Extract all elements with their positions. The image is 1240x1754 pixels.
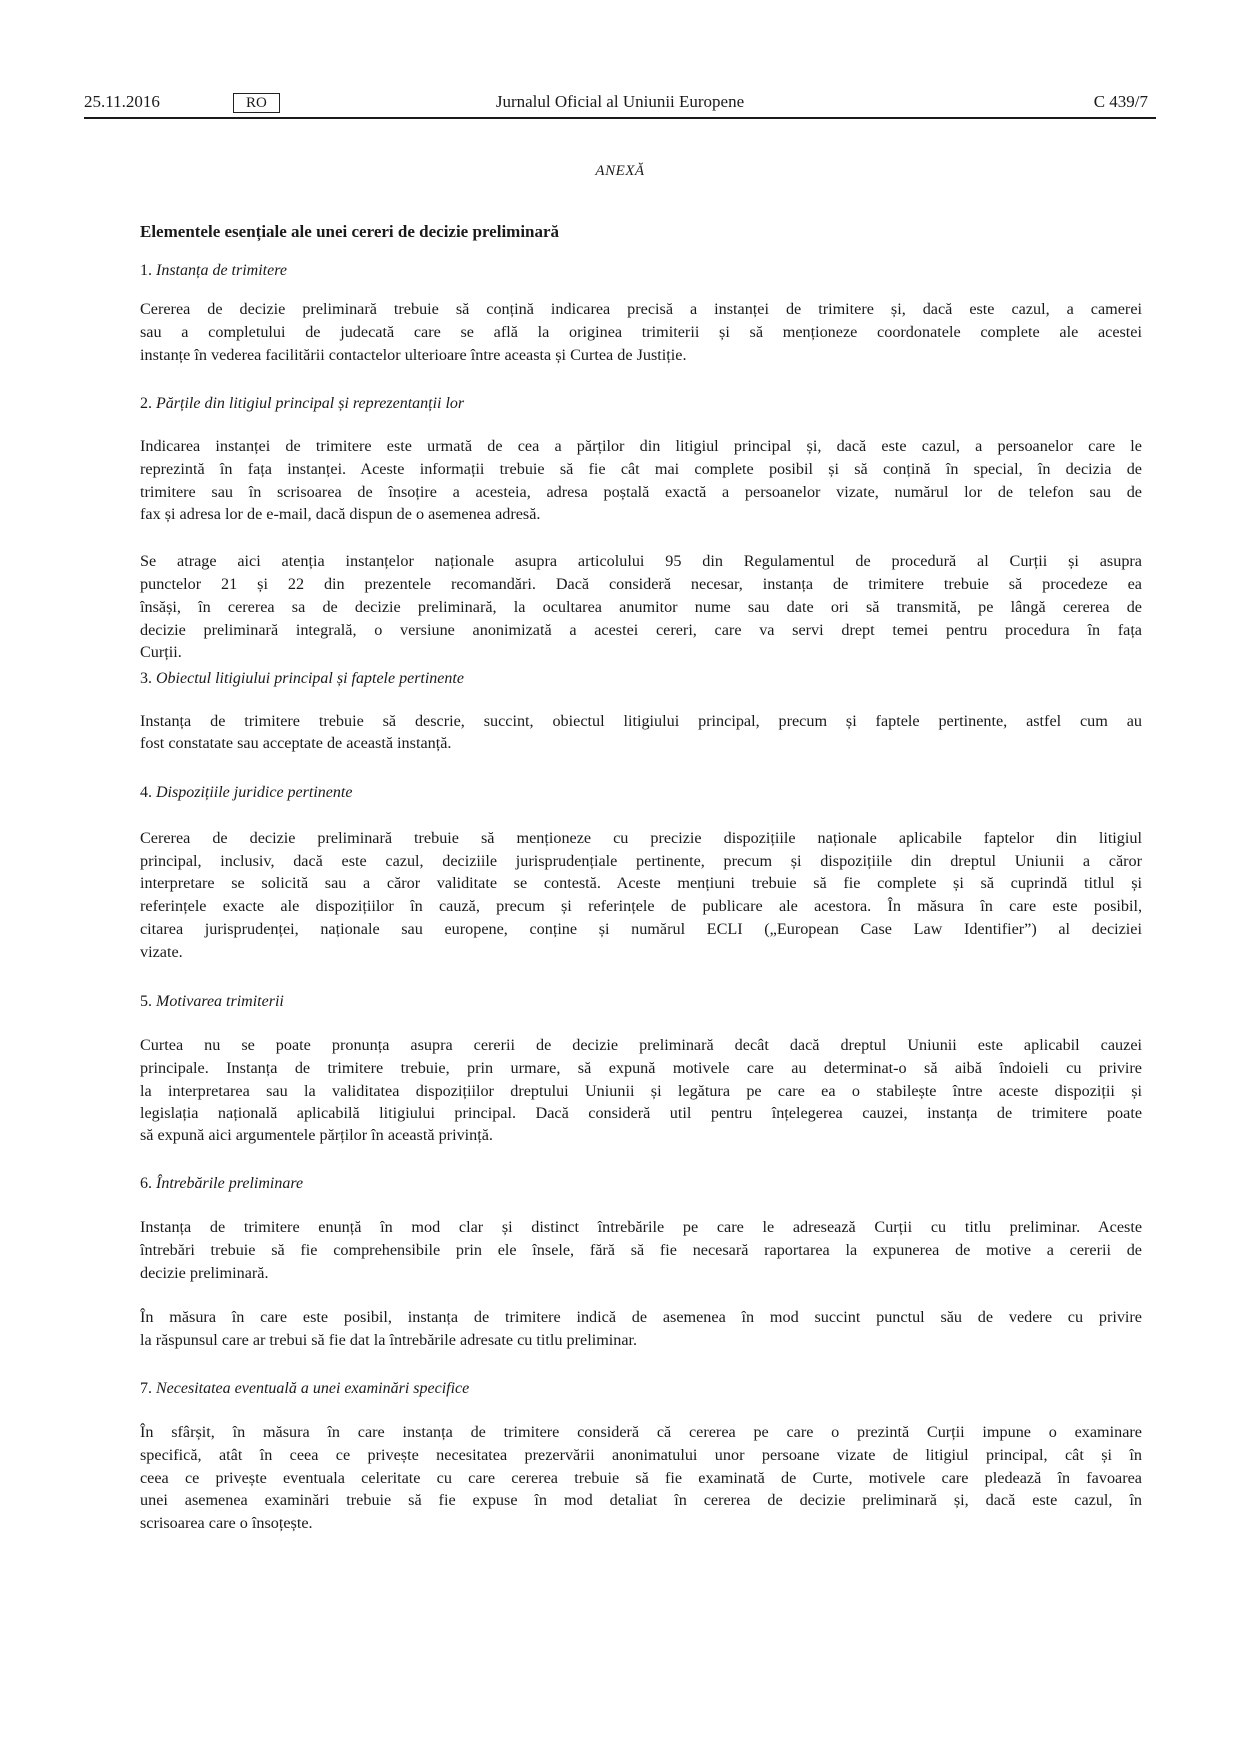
paragraph-line: Instanța de trimitere trebuie să descrie, succint, obiectul litigiului principal, precum și faptele pertinente, astfel cum au xyxy=(140,712,1142,730)
paragraph-line: fost constatate sau acceptate de această instanță. xyxy=(140,734,452,752)
document-title: Elementele esențiale ale unei cereri de decizie preliminară xyxy=(140,222,560,241)
paragraph-line: instanțe în vederea facilitării contactelor ulterioare între aceasta și Curtea de Justiție. xyxy=(140,346,687,364)
paragraph-line: interpretare se solicită sau a căror validitate se contestă. Aceste mențiuni trebuie să fie complete și să cuprindă titlul și xyxy=(140,874,1142,892)
section-heading-text: Întrebările preliminare xyxy=(156,1175,304,1192)
paragraph-line: În sfârșit, în măsura în care instanța de trimitere consideră că cererea pe care o prezintă Curții impune o examinare xyxy=(140,1423,1142,1441)
section-number: 5. xyxy=(140,993,152,1010)
paragraph-line: Curții. xyxy=(140,643,182,661)
annex-label: ANEXĂ xyxy=(595,163,645,179)
paragraph-line: principale. Instanța de trimitere trebuie, prin urmare, să expună motivele care au determinat-o să aibă îndoieli cu privire xyxy=(140,1059,1142,1077)
paragraph-line: trimitere sau în scrisoarea de însoțire a acesteia, adresa poștală exactă a persoanelor vizate, numărul lor de telefon sau de xyxy=(140,483,1142,501)
section-number: 6. xyxy=(140,1175,152,1192)
section-heading-text: Necesitatea eventuală a unei examinări specifice xyxy=(156,1380,470,1397)
paragraph-line: ceea ce privește eventuala celeritate cu care cererea trebuie să fie examinată de Curte, motivele care pledează în favoarea xyxy=(140,1469,1142,1487)
paragraph-line: referințele exacte ale dispozițiilor în cauză, precum și referințele de publicare ale acestora. În măsura în care este posibil, xyxy=(140,897,1142,915)
section-heading xyxy=(140,1380,469,1398)
section-heading xyxy=(140,395,464,413)
section-heading-text: Instanța de trimitere xyxy=(156,262,287,279)
section-number: 2. xyxy=(140,395,152,412)
section-number: 7. xyxy=(140,1380,152,1397)
paragraph-line: să expună aici argumentele părților în această privință. xyxy=(140,1126,493,1144)
page-reference: C 439/7 xyxy=(1093,92,1148,111)
section-number: 1. xyxy=(140,262,152,279)
paragraph-line: principal, inclusiv, dacă este cazul, deciziile jurisprudențiale pertinente, precum și dispozițiile din dreptul Uniunii a căror xyxy=(140,852,1142,870)
paragraph-line: Se atrage aici atenția instanțelor naționale asupra articolului 95 din Regulamentul de procedură al Curții și asupra xyxy=(140,552,1142,570)
paragraph-line: Indicarea instanței de trimitere este urmată de cea a părților din litigiul principal și, dacă este cazul, a persoanelor care le xyxy=(140,437,1142,455)
section-heading-text: Motivarea trimiterii xyxy=(156,993,284,1010)
publication-date: 25.11.2016 xyxy=(84,92,160,111)
paragraph-line: decizie preliminară integrală, o versiune anonimizată a acestei cereri, care va servi drept temei pentru procedura în fața xyxy=(140,621,1142,639)
paragraph-line: specifică, atât în ceea ce privește necesitatea prezervării anonimatului unor persoane vizate de litigiul principal, cât și în xyxy=(140,1446,1142,1464)
paragraph-line: întrebări trebuie să fie comprehensibile prin ele însele, fără să fie necesară raportarea la expunerea de motive a cererii de xyxy=(140,1241,1142,1259)
paragraph-line: la răspunsul care ar trebui să fie dat la întrebările adresate cu titlu preliminar. xyxy=(140,1331,638,1349)
paragraph-line: citarea jurisprudenței, naționale sau europene, conține și numărul ECLI („European Case Law Identifier”) al deciziei xyxy=(140,920,1142,938)
section-heading xyxy=(140,1175,303,1193)
paragraph-line: Cererea de decizie preliminară trebuie să conțină indicarea precisă a instanței de trimitere și, dacă este cazul, a camerei xyxy=(140,300,1142,318)
paragraph-line: decizie preliminară. xyxy=(140,1264,269,1282)
paragraph-line: unei asemenea examinări trebuie să fie expuse în mod detaliat în cererea de decizie preliminară și, dacă este cazul, în xyxy=(140,1491,1142,1509)
paragraph-line: vizate. xyxy=(140,943,183,961)
paragraph-line: Curtea nu se poate pronunța asupra cererii de decizie preliminară decât dacă dreptul Uniunii este aplicabil cauzei xyxy=(140,1036,1142,1054)
section-heading xyxy=(140,262,287,280)
section-heading xyxy=(140,670,464,688)
paragraph-line: legislația națională aplicabilă litigiului principal. Dacă consideră util pentru înțelegerea cauzei, instanța de trimitere poate xyxy=(140,1104,1142,1122)
section-heading xyxy=(140,784,352,802)
section-number: 3. xyxy=(140,670,152,687)
paragraph-line: fax și adresa lor de e-mail, dacă dispun de o asemenea adresă. xyxy=(140,505,541,523)
paragraph-line: Instanța de trimitere enunță în mod clar și distinct întrebările pe care le adresează Curții cu titlu preliminar. Aceste xyxy=(140,1218,1142,1236)
paragraph-line: punctelor 21 și 22 din prezentele recomandări. Dacă consideră necesar, instanța de trimitere trebuie să procedeze ea xyxy=(140,575,1142,593)
section-heading-text: Părțile din litigiul principal și reprezentanții lor xyxy=(156,395,465,412)
language-badge: RO xyxy=(233,93,280,113)
section-number: 4. xyxy=(140,784,152,801)
paragraph-line: Cererea de decizie preliminară trebuie să menționeze cu precizie dispozițiile naționale aplicabile faptelor din litigiul xyxy=(140,829,1142,847)
paragraph-line: însăși, în cererea sa de decizie preliminară, la ocultarea anumitor nume sau date ori să transmită, pe lângă cererea de xyxy=(140,598,1142,616)
section-heading xyxy=(140,993,284,1011)
paragraph-line: scrisoarea care o însoțește. xyxy=(140,1514,313,1532)
header-rule xyxy=(84,117,1156,119)
paragraph-line: reprezintă în fața instanței. Aceste informații trebuie să fie cât mai complete posibil și să conțină în special, în decizia de xyxy=(140,460,1142,478)
journal-title: Jurnalul Oficial al Uniunii Europene xyxy=(495,92,745,111)
section-heading-text: Dispozițiile juridice pertinente xyxy=(156,784,353,801)
paragraph-line: la interpretarea sau la validitatea dispozițiilor dreptului Uniunii și legătura pe care ea o stabilește între aceste dispoziții și xyxy=(140,1082,1142,1100)
paragraph-line: În măsura în care este posibil, instanța de trimitere indică de asemenea în mod succint punctul său de vedere cu privire xyxy=(140,1308,1142,1326)
paragraph-line: sau a completului de judecată care se află la originea trimiterii și să menționeze coordonatele complete ale acestei xyxy=(140,323,1142,341)
section-heading-text: Obiectul litigiului principal și faptele pertinente xyxy=(156,670,464,687)
